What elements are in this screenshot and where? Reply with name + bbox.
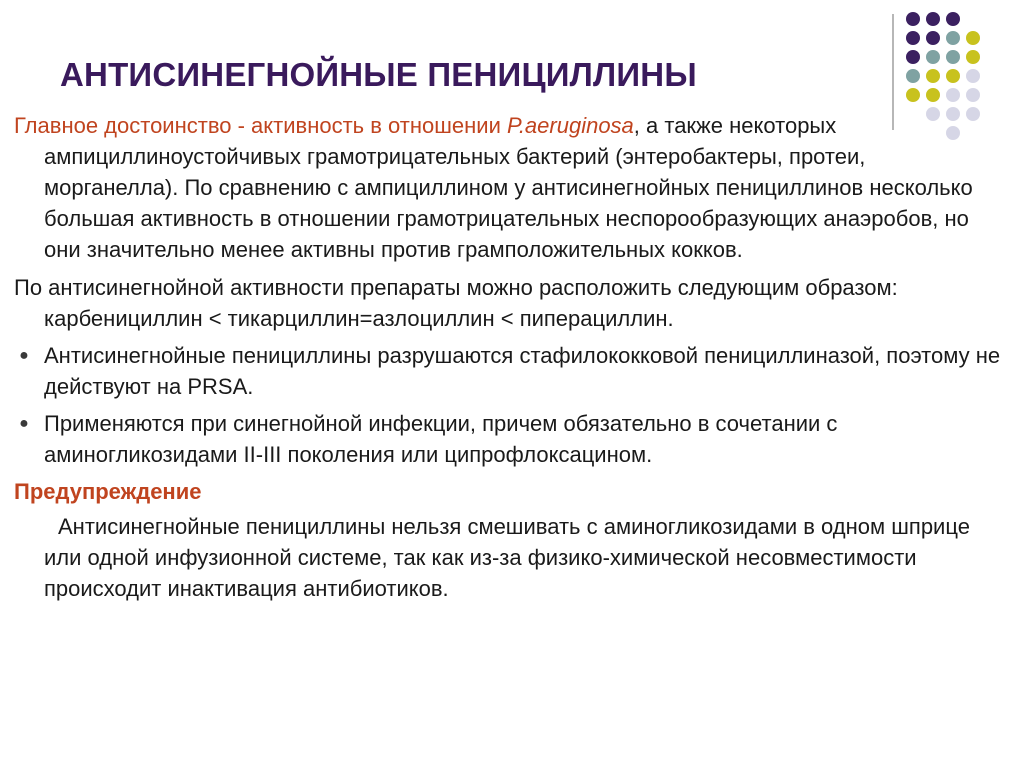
slide-body — [14, 110, 1004, 604]
organism-name: P.aeruginosa — [506, 113, 634, 138]
accent-lead-text: Главное достоинство - активность в отношении — [14, 113, 507, 138]
decorative-dot — [966, 69, 980, 83]
paragraph-main-advantage — [14, 110, 1004, 265]
bullet-item — [14, 408, 1004, 470]
decorative-dot — [906, 88, 920, 102]
decorative-dot — [966, 88, 980, 102]
decorative-dot — [966, 12, 980, 26]
bullet-text: Антисинегнойные пенициллины разрушаются стафилококковой пенициллиназой, поэтому не действуют на PRSA. — [44, 343, 1001, 399]
decorative-dot — [926, 88, 940, 102]
decorative-dot — [946, 88, 960, 102]
decorative-dot — [966, 50, 980, 64]
decorative-dot — [926, 12, 940, 26]
bullet-icon: ● — [19, 347, 29, 364]
bullet-text: Применяются при синегнойной инфекции, причем обязательно в сочетании с аминогликозидами II-III поколения или ципрофлоксацином. — [44, 411, 838, 467]
bullet-item — [14, 340, 1004, 402]
decorative-dot — [966, 31, 980, 45]
decorative-dot — [906, 12, 920, 26]
decorative-dot — [926, 31, 940, 45]
paragraph-main-rest: , а также некоторых ампициллиноустойчивых грамотрицательных бактерий (энтеробактеры, протеи, морганелла). По сравнению с ампициллином у антисинегнойных пенициллинов несколько большая активность в отношении грамотрицательных неспорообразующих анаэробов, но они значительно менее активны против грамположительных кокков. — [44, 113, 973, 262]
decorative-dot — [906, 31, 920, 45]
warning-heading: Предупреждение — [14, 479, 202, 504]
paragraph-activity-order: По антисинегнойной активности препараты можно расположить следующим образом: карбенициллин < тикарциллин=азлоциллин < пиперациллин. — [14, 275, 898, 331]
decorative-dot — [946, 50, 960, 64]
bullet-icon: ● — [19, 415, 29, 432]
decorative-dot — [946, 12, 960, 26]
slide-title: АНТИСИНЕГНОЙНЫЕ ПЕНИЦИЛЛИНЫ — [60, 56, 697, 93]
decorative-dot — [926, 69, 940, 83]
accent-lead — [14, 113, 634, 138]
decorative-dot — [906, 50, 920, 64]
warning-text — [44, 511, 1004, 604]
decorative-dot — [946, 69, 960, 83]
decorative-dot — [926, 50, 940, 64]
decorative-dot — [946, 31, 960, 45]
warning-text-content: Антисинегнойные пенициллины нельзя смешивать с аминогликозидами в одном шприце или одной инфузионной системе, так как из-за физико-химической несовместимости происходит инактивация антибиотиков. — [44, 514, 970, 601]
decorative-dot — [906, 69, 920, 83]
